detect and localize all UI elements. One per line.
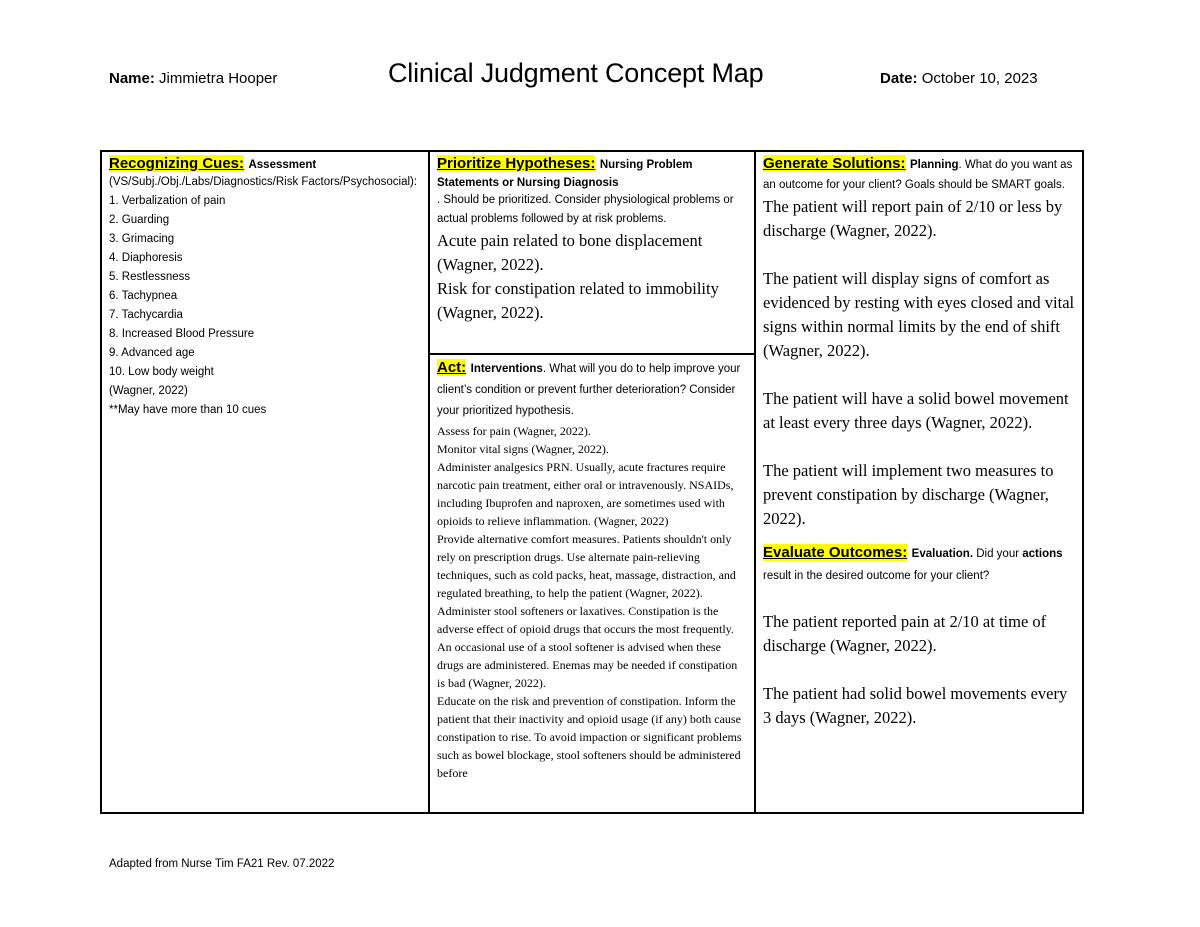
list-item: 1. Verbalization of pain — [109, 195, 226, 208]
prioritize-hypotheses-heading: Prioritize Hypotheses: — [437, 155, 596, 172]
list-item: 10. Low body weight — [109, 366, 214, 379]
goal-item: The patient will implement two measures to prevent constipation by discharge (Wagner, 2022). — [763, 461, 1054, 529]
prioritize-hypotheses-cell — [430, 152, 754, 355]
date-value: October 10, 2023 — [921, 70, 1038, 87]
recognizing-cues-heading: Recognizing Cues: — [109, 155, 245, 172]
list-item: **May have more than 10 cues — [109, 404, 267, 417]
goal-item: The patient will display signs of comfort as evidenced by resting with eyes closed and vital signs within normal limits by the end of shift (Wagner, 2022). — [763, 269, 1075, 361]
evaluate-outcomes-subtitle: Evaluation. — [911, 548, 974, 561]
outcome-item: The patient had solid bowel movements every 3 days (Wagner, 2022). — [763, 683, 1068, 727]
generate-solutions-heading: Generate Solutions: — [763, 155, 906, 172]
cues-list — [109, 192, 422, 420]
recognizing-cues-description: (VS/Subj./Obj./Labs/Diagnostics/Risk Factors/Psychosocial): — [109, 176, 418, 188]
prioritize-hypotheses-description — [437, 191, 748, 229]
list-item: 2. Guarding — [109, 214, 170, 227]
generate-solutions-subtitle: Planning — [909, 159, 959, 171]
footer-note: Adapted from Nurse Tim FA21 Rev. 07.2022 — [109, 858, 335, 870]
evaluate-description-mid: Did your — [973, 548, 1023, 561]
list-item: 4. Diaphoresis — [109, 252, 183, 265]
recognizing-cues-subtitle: Assessment — [248, 159, 317, 171]
name-label: Name: — [109, 70, 155, 87]
name-value: Jimmietra Hooper — [159, 70, 278, 87]
student-name — [109, 70, 277, 87]
generate-solutions-description: . What do you want as an outcome for your client? Goals should be SMART goals. — [763, 159, 1073, 192]
intervention-item: Assess for pain (Wagner, 2022). — [437, 423, 591, 438]
concept-map-table — [100, 150, 1084, 814]
list-item: 6. Tachypnea — [109, 290, 178, 303]
list-item: 8. Increased Blood Pressure — [109, 328, 255, 341]
list-item: (Wagner, 2022) — [109, 385, 188, 398]
intervention-item: Provide alternative comfort measures. Patients shouldn't only rely on prescription drugs. Use alternate pain-relieving techniques, such as cold packs, heat, massage, distraction, and regulated breathing, to help the patient (Wagner, 2022). — [437, 531, 736, 600]
list-item: 7. Tachycardia — [109, 309, 183, 322]
prioritize-description-text: . Should be prioritized. Consider physiological problems or actual problems followed by at risk problems. — [437, 194, 734, 226]
nursing-diagnosis-item: Risk for constipation related to immobility (Wagner, 2022). — [437, 279, 719, 323]
intervention-item: Administer analgesics PRN. Usually, acute fractures require narcotic pain treatment, either oral or intravenously. NSAIDs, including Ibuprofen and naproxen, are sometimes used with opioids to relieve inflammation. (Wagner, 2022) — [437, 459, 734, 528]
prioritize-hypotheses-subtitle: Nursing Problem Statements or Nursing Diagnosis — [437, 159, 693, 189]
middle-column — [430, 152, 756, 812]
evaluate-outcomes-heading: Evaluate Outcomes: — [763, 544, 908, 562]
nursing-diagnosis-item: Acute pain related to bone displacement (Wagner, 2022). — [437, 231, 703, 275]
intervention-item: Educate on the risk and prevention of constipation. Inform the patient that their inactivity and opioid usage (if any) both cause constipation to rise. To avoid impaction or significant problems such as bowel blockage, stool softeners should be administered before — [437, 693, 742, 780]
act-description: . What will you do to help improve your client’s condition or prevent further deterioration? Consider your prioritized hypothesis. — [437, 363, 741, 418]
act-subtitle: Interventions — [470, 363, 543, 375]
list-item: 3. Grimacing — [109, 233, 175, 246]
intervention-item: Monitor vital signs (Wagner, 2022). — [437, 441, 609, 456]
evaluate-description-bold: actions — [1022, 548, 1063, 561]
list-item: 9. Advanced age — [109, 347, 195, 360]
intervention-item: Administer stool softeners or laxatives. Constipation is the adverse effect of opioid drugs that occurs the most frequently. An occasional use of a stool softener is advised when these drugs are administered. Enemas may be needed if constipation is bad (Wagner, 2022). — [437, 603, 738, 690]
page-title: Clinical Judgment Concept Map — [388, 58, 764, 88]
recognizing-cues-cell — [102, 152, 430, 812]
act-heading: Act: — [437, 359, 467, 376]
list-item: 5. Restlessness — [109, 271, 191, 284]
generate-evaluate-cell — [756, 152, 1082, 812]
date-label: Date: — [880, 70, 918, 87]
goal-item: The patient will have a solid bowel movement at least every three days (Wagner, 2022). — [763, 389, 1069, 433]
goal-item: The patient will report pain of 2/10 or less by discharge (Wagner, 2022). — [763, 197, 1063, 241]
document-date — [880, 70, 1038, 87]
act-cell — [430, 355, 754, 812]
page-header — [0, 58, 1200, 98]
evaluate-description-rest: result in the desired outcome for your client? — [763, 569, 990, 582]
outcome-item: The patient reported pain at 2/10 at time of discharge (Wagner, 2022). — [763, 611, 1047, 655]
